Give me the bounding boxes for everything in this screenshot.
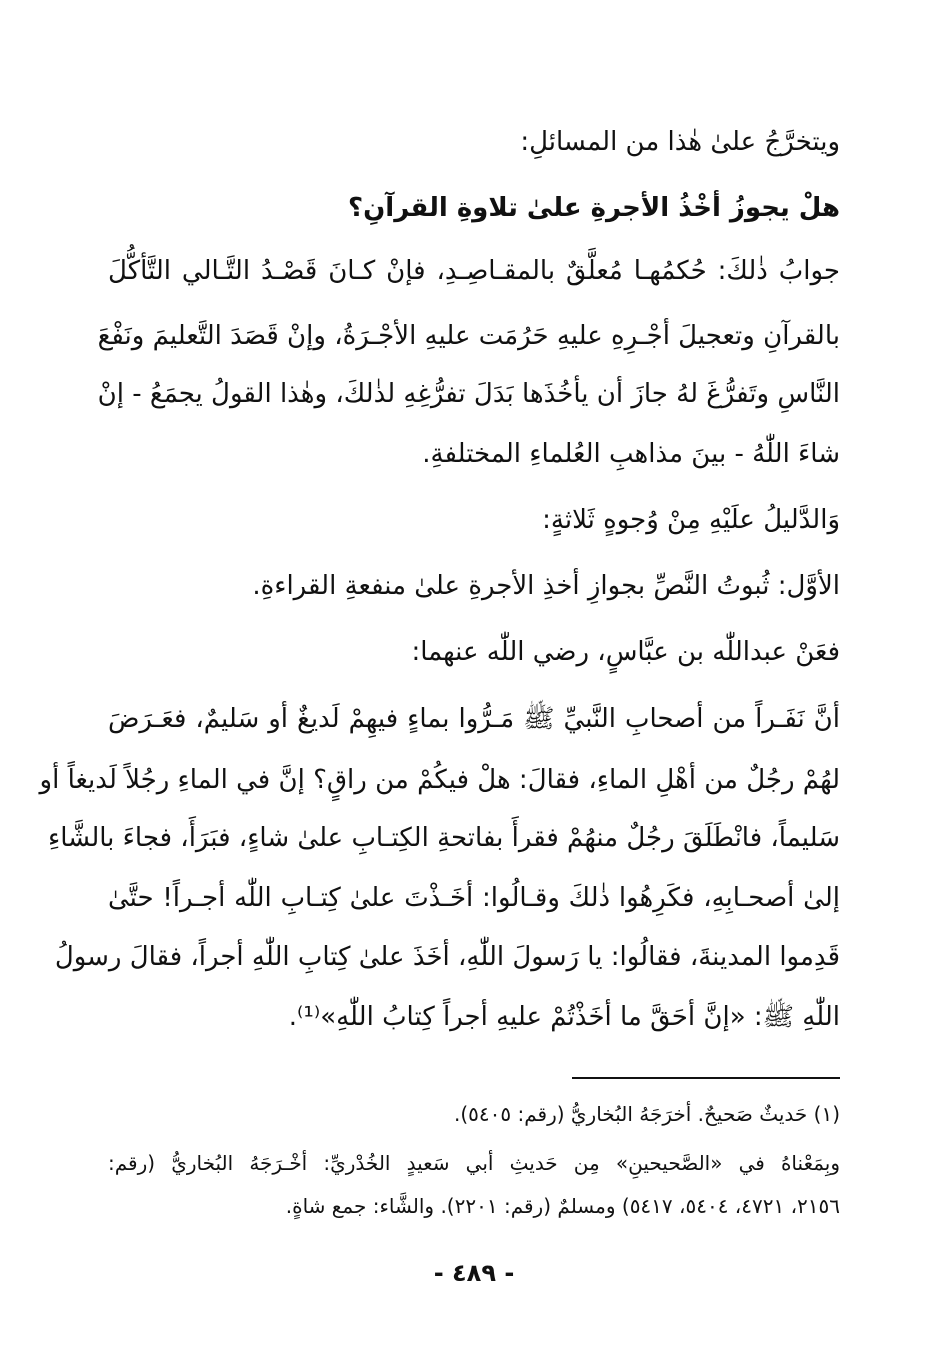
answer-line-1: جوابُ ذٰلكَ: حُكمُهـا مُعلَّقٌ بالمقـاصِـدِ، فإنْ كـانَ قَصْـدُ التَّـالي التَّأكُّلَ bbox=[108, 256, 840, 286]
hadith-line-6: اللّٰهِ ﷺ: «إنَّ أحَقَّ ما أخَذْتُمْ عليهِ أجراً كِتابُ اللّٰهِ»⁽¹⁾. bbox=[288, 1002, 840, 1032]
hadith-line-3: سَليماً، فانْطَلَقَ رجُلٌ منهُمْ فقرأَ بفاتحةِ الكِتـابِ علىٰ شاءٍ، فبَرَأَ، فجاءَ بالشَّاءِ bbox=[48, 823, 840, 853]
page-number: - ٤٨٩ - bbox=[433, 1259, 515, 1287]
hadith-line-4: إلىٰ أصحـابِهِ، فكَرِهُوا ذٰلكَ وقـالُوا: أخَـذْتَ علىٰ كِتـابِ اللّٰه أجـراً! حتَّىٰ bbox=[108, 883, 840, 913]
evidence-heading: وَالدَّليلُ علَيْهِ مِنْ وُجوهٍ ثَلاثةٍ: bbox=[542, 505, 840, 535]
answer-line-3: النَّاسِ وتَفرُّغَ لهُ جازَ أن يأخُذَها بَدَلَ تفرُّغِهِ لذٰلكَ، وهٰذا القولُ يجمَعُ - إنْ bbox=[97, 379, 840, 409]
hadith-line-5: قَدِموا المدينةَ، فقالُوا: يا رَسولَ اللّٰهِ، أخَذَ علىٰ كِتابِ اللّٰهِ أجراً، فقالَ رسولُ bbox=[54, 942, 840, 972]
footnote-1: (١) حَديثٌ صَحيحٌ. أخرَجَهُ البُخاريُّ (رقم: ٥٤٠٥). bbox=[453, 1102, 840, 1126]
question-heading: هلْ يجوزُ أخْذُ الأجرةِ علىٰ تلاوةِ القرآنِ؟ bbox=[348, 193, 840, 223]
intro-line: ويتخرَّجُ علىٰ هٰذا من المسائلِ: bbox=[520, 127, 840, 157]
footnote-2: وبِمَعْناهُ في «الصَّحيحينِ» مِن حَديثِ أبي سَعيدٍ الخُدْريِّ: أخْـرَجَهُ البُخاريُّ (رقم: bbox=[108, 1151, 840, 1175]
narrator-line: فعَنْ عبداللّٰه بن عبَّاسٍ، رضي اللّٰه عنهما: bbox=[411, 637, 840, 667]
footnote-separator bbox=[572, 1077, 840, 1079]
footnote-3: ٢١٥٦، ٤٧٢١، ٥٤٠٤، ٥٤١٧) ومسلمٌ (رقم: ٢٢٠١). والشَّاء: جمع شاةٍ. bbox=[285, 1194, 840, 1218]
answer-line-4: شاءَ اللّٰهُ - بينَ مذاهبِ العُلماءِ المختلفةِ. bbox=[422, 439, 840, 469]
first-evidence: الأوَّل: ثُبوتُ النَّصِّ بجوازِ أخذِ الأجرةِ علىٰ منفعةِ القراءةِ. bbox=[252, 571, 840, 601]
answer-line-2: بالقرآنِ وتعجيلَ أجْـرِهِ عليهِ حَرُمَت عليهِ الأجْـرَةُ، وإنْ قَصَدَ التَّعليمَ ونَفْعَ bbox=[97, 321, 840, 351]
hadith-line-2: لهُمْ رجُلٌ من أهْلِ الماءِ، فقالَ: هلْ فيكُمْ من راقٍ؟ إنَّ في الماءِ رجُلاً لَديغاً أو bbox=[39, 765, 840, 795]
hadith-line-1: أنَّ نَفَـراً من أصحابِ النَّبيِّ ﷺ مَـرُّوا بماءٍ فيهِمْ لَديغٌ أو سَليمٌ، فعَـرَضَ bbox=[108, 704, 840, 734]
